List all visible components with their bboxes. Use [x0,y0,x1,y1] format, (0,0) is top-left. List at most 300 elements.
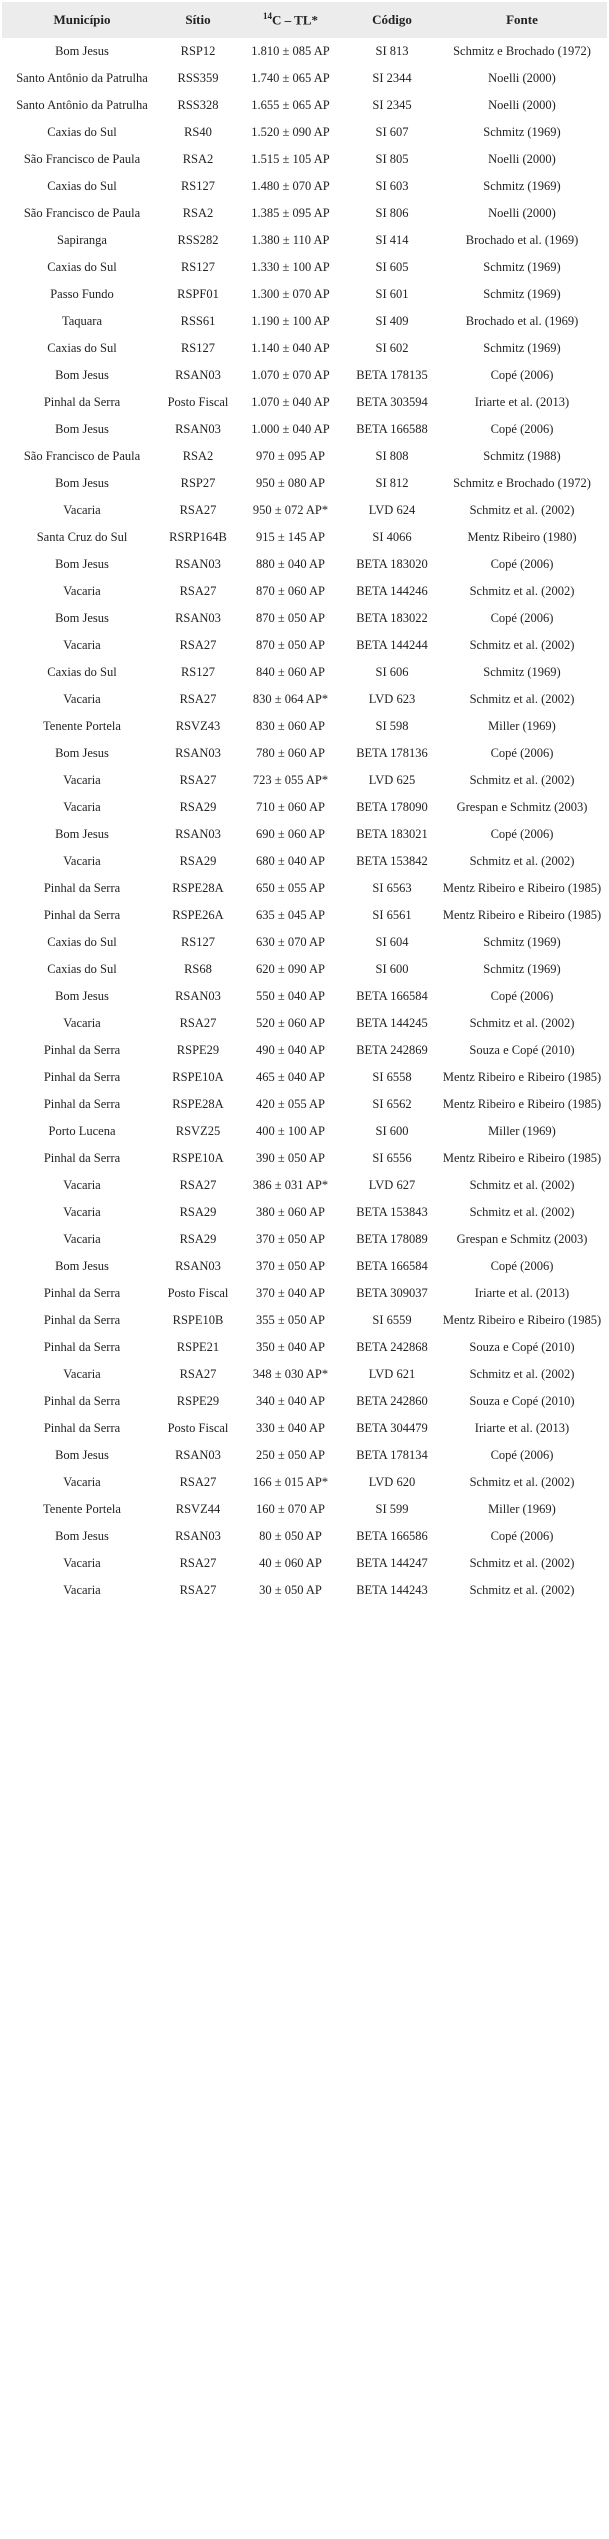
cell-codigo: SI 600 [375,962,409,976]
table-row [2,1253,607,1280]
cell-fonte: Schmitz et al. (2002) [469,1016,575,1030]
cell-datacao: 1.000 ± 040 AP [251,422,330,436]
table-row [2,1361,607,1388]
cell-datacao: 40 ± 060 AP [259,1556,322,1570]
table-row [2,794,607,821]
table-row [2,200,607,227]
cell-codigo: BETA 166588 [356,422,428,436]
cell-fonte: Schmitz et al. (2002) [469,1556,575,1570]
table-row [2,254,607,281]
table-row [2,524,607,551]
cell-sitio: RSS328 [177,98,219,112]
cell-sitio: RSRP164B [169,530,227,544]
cell-sitio: RSPE28A [172,1097,224,1111]
cell-municipio: Pinhal da Serra [43,1097,121,1111]
cell-municipio: Vacaria [63,1232,101,1246]
table-row [2,443,607,470]
cell-sitio: RSA27 [179,1016,217,1030]
table-row [2,578,607,605]
cell-sitio: RSAN03 [175,611,221,625]
cell-datacao: 390 ± 050 AP [255,1151,326,1165]
table-row [2,740,607,767]
cell-sitio: RSAN03 [175,1529,221,1543]
table-header [2,2,607,38]
cell-sitio: RS127 [180,179,216,193]
cell-datacao: 166 ± 015 AP* [252,1475,329,1489]
table-row [2,1010,607,1037]
cell-codigo: SI 6558 [372,1070,412,1084]
table-row [2,119,607,146]
cell-sitio: RSVZ44 [175,1502,221,1516]
cell-datacao: 386 ± 031 AP* [252,1178,329,1192]
cell-municipio: Caxias do Sul [47,962,117,976]
cell-datacao: 1.810 ± 085 AP [251,44,330,58]
table-row [2,1388,607,1415]
cell-municipio: Tenente Portela [43,1502,121,1516]
cell-codigo: SI 606 [375,665,409,679]
cell-fonte: Schmitz e Brochado (1972) [453,476,591,490]
cell-datacao: 420 ± 055 AP [255,1097,326,1111]
cell-fonte: Schmitz et al. (2002) [469,1583,575,1597]
table-row [2,713,607,740]
cell-sitio: RSA27 [179,1556,217,1570]
cell-sitio: RSP27 [180,476,216,490]
cell-datacao: 465 ± 040 AP [255,1070,326,1084]
cell-fonte: Grespan e Schmitz (2003) [456,1232,588,1246]
cell-sitio: RSAN03 [175,827,221,841]
cell-fonte: Souza e Copé (2010) [469,1340,575,1354]
cell-codigo: SI 6559 [372,1313,412,1327]
cell-datacao: 950 ± 080 AP [255,476,326,490]
cell-datacao: 780 ± 060 AP [255,746,326,760]
cell-sitio: RS40 [184,125,212,139]
cell-datacao: 1.655 ± 065 AP [251,98,330,112]
table-row [2,983,607,1010]
cell-datacao: 1.740 ± 065 AP [251,71,330,85]
cell-datacao: 1.515 ± 105 AP [251,152,330,166]
table-row [2,1415,607,1442]
cell-datacao: 710 ± 060 AP [255,800,326,814]
cell-sitio: RSA27 [179,773,217,787]
table-row [2,1523,607,1550]
cell-municipio: Vacaria [63,1205,101,1219]
cell-fonte: Iriarte et al. (2013) [474,1421,570,1435]
cell-fonte: Schmitz et al. (2002) [469,1205,575,1219]
cell-datacao: 1.300 ± 070 AP [251,287,330,301]
cell-municipio: Porto Lucena [48,1124,116,1138]
cell-municipio: Pinhal da Serra [43,908,121,922]
cell-sitio: RS127 [180,341,216,355]
cell-codigo: SI 607 [375,125,409,139]
table-row [2,1307,607,1334]
cell-sitio: RSPE10B [172,1313,224,1327]
cell-municipio: Caxias do Sul [47,125,117,139]
cell-sitio: RSA27 [179,584,217,598]
cell-datacao: 970 ± 095 AP [255,449,326,463]
cell-codigo: SI 600 [375,1124,409,1138]
cell-datacao: 1.330 ± 100 AP [251,260,330,274]
cell-municipio: Vacaria [63,1556,101,1570]
cell-sitio: RSPF01 [177,287,219,301]
cell-sitio: RSA27 [179,638,217,652]
cell-codigo: SI 6563 [372,881,412,895]
table-row [2,389,607,416]
cell-codigo: SI 601 [375,287,409,301]
cell-datacao: 80 ± 050 AP [259,1529,322,1543]
cell-datacao: 1.520 ± 090 AP [251,125,330,139]
cell-fonte: Mentz Ribeiro e Ribeiro (1985) [442,1097,602,1111]
cell-sitio: RSPE10A [172,1151,224,1165]
cell-fonte: Schmitz (1969) [483,260,561,274]
cell-sitio: RSAN03 [175,989,221,1003]
cell-municipio: Bom Jesus [55,44,109,58]
table-row [2,956,607,983]
table-row [2,497,607,524]
cell-municipio: Vacaria [63,1178,101,1192]
cell-sitio: RSPE10A [172,1070,224,1084]
cell-codigo: BETA 144246 [356,584,428,598]
cell-datacao: 620 ± 090 AP [255,962,326,976]
table-row [2,470,607,497]
cell-municipio: Sapiranga [57,233,107,247]
cell-municipio: Vacaria [63,854,101,868]
cell-datacao: 370 ± 050 AP [255,1232,326,1246]
table-row [2,1037,607,1064]
cell-sitio: RSA2 [182,206,214,220]
cell-codigo: SI 604 [375,935,409,949]
cell-municipio: Caxias do Sul [47,665,117,679]
cell-sitio: RSVZ25 [175,1124,221,1138]
cell-sitio: RSA2 [182,449,214,463]
table-row [2,1199,607,1226]
table-row [2,65,607,92]
table-container [2,0,607,1604]
cell-datacao: 870 ± 050 AP [255,638,326,652]
cell-fonte: Schmitz et al. (2002) [469,773,575,787]
cell-fonte: Schmitz (1969) [483,179,561,193]
cell-sitio: RSAN03 [175,746,221,760]
cell-municipio: Bom Jesus [55,557,109,571]
cell-codigo: BETA 153842 [356,854,428,868]
table-row [2,281,607,308]
header-datacao [234,2,347,38]
cell-sitio: RSA27 [179,1583,217,1597]
cell-codigo: LVD 624 [368,503,416,517]
cell-codigo: BETA 166584 [356,1259,428,1273]
cell-datacao: 1.480 ± 070 AP [251,179,330,193]
cell-municipio: Santo Antônio da Patrulha [16,71,148,85]
cell-municipio: Caxias do Sul [47,260,117,274]
cell-datacao: 650 ± 055 AP [255,881,326,895]
cell-fonte: Schmitz et al. (2002) [469,854,575,868]
cell-municipio: Tenente Portela [43,719,121,733]
cell-municipio: Vacaria [63,638,101,652]
table-row [2,1334,607,1361]
cell-municipio: Pinhal da Serra [43,1070,121,1084]
cell-municipio: Vacaria [63,1475,101,1489]
cell-municipio: Bom Jesus [55,611,109,625]
cell-fonte: Schmitz et al. (2002) [469,503,575,517]
cell-municipio: Bom Jesus [55,368,109,382]
table-row [2,1118,607,1145]
cell-municipio: Vacaria [63,1583,101,1597]
cell-codigo: BETA 153843 [356,1205,428,1219]
cell-sitio: RSA27 [179,1475,217,1489]
cell-sitio: RS127 [180,260,216,274]
table-row [2,227,607,254]
cell-fonte: Brochado et al. (1969) [465,314,579,328]
table-row [2,38,607,65]
table-row [2,1064,607,1091]
cell-codigo: SI 602 [375,341,409,355]
table-row [2,767,607,794]
cell-sitio: RSAN03 [175,1448,221,1462]
cell-fonte: Schmitz et al. (2002) [469,638,575,652]
cell-codigo: LVD 620 [368,1475,416,1489]
cell-codigo: BETA 183022 [356,611,428,625]
table-row [2,308,607,335]
table-row [2,848,607,875]
cell-sitio: RSA27 [179,503,217,517]
table-row [2,551,607,578]
cell-datacao: 350 ± 040 AP [255,1340,326,1354]
cell-sitio: RSA29 [179,854,217,868]
cell-fonte: Mentz Ribeiro e Ribeiro (1985) [442,1070,602,1084]
cell-municipio: Pinhal da Serra [43,1421,121,1435]
cell-codigo: BETA 242860 [356,1394,428,1408]
cell-datacao: 370 ± 040 AP [255,1286,326,1300]
cell-fonte: Copé (2006) [490,1529,554,1543]
cell-datacao: 880 ± 040 AP [255,557,326,571]
cell-municipio: Pinhal da Serra [43,1151,121,1165]
table-row [2,632,607,659]
cell-fonte: Schmitz (1969) [483,935,561,949]
table-row [2,605,607,632]
cell-sitio: RSA29 [179,800,217,814]
table-row [2,1280,607,1307]
cell-municipio: Vacaria [63,1016,101,1030]
cell-fonte: Schmitz et al. (2002) [469,1367,575,1381]
cell-municipio: Bom Jesus [55,422,109,436]
cell-codigo: SI 6562 [372,1097,412,1111]
cell-sitio: RSPE26A [172,908,224,922]
cell-fonte: Mentz Ribeiro e Ribeiro (1985) [442,881,602,895]
table-row [2,1469,607,1496]
cell-sitio: Posto Fiscal [167,1421,229,1435]
cell-sitio: RSA29 [179,1205,217,1219]
cell-sitio: RSAN03 [175,368,221,382]
cell-codigo: SI 605 [375,260,409,274]
cell-datacao: 950 ± 072 AP* [252,503,329,517]
cell-sitio: RSS359 [177,71,219,85]
cell-codigo: SI 813 [375,44,409,58]
header-datacao-label: C – TL* [272,12,318,28]
cell-codigo: BETA 166586 [356,1529,428,1543]
cell-codigo: BETA 144243 [356,1583,428,1597]
cell-municipio: São Francisco de Paula [23,152,141,166]
cell-fonte: Copé (2006) [490,827,554,841]
cell-municipio: São Francisco de Paula [23,449,141,463]
cell-codigo: BETA 144244 [356,638,428,652]
cell-sitio: RSAN03 [175,557,221,571]
cell-sitio: RS127 [180,935,216,949]
cell-sitio: Posto Fiscal [167,1286,229,1300]
cell-sitio: RSS282 [177,233,219,247]
cell-sitio: RSAN03 [175,422,221,436]
cell-fonte: Iriarte et al. (2013) [474,1286,570,1300]
table-row [2,416,607,443]
table-row [2,1577,607,1604]
cell-fonte: Copé (2006) [490,989,554,1003]
cell-municipio: Vacaria [63,692,101,706]
cell-municipio: Vacaria [63,773,101,787]
cell-sitio: RSP12 [180,44,216,58]
cell-codigo: SI 603 [375,179,409,193]
cell-municipio: Bom Jesus [55,476,109,490]
cell-municipio: Bom Jesus [55,746,109,760]
cell-municipio: Santo Antônio da Patrulha [16,98,148,112]
cell-fonte: Schmitz e Brochado (1972) [453,44,591,58]
cell-municipio: Bom Jesus [55,1529,109,1543]
cell-sitio: RSAN03 [175,1259,221,1273]
cell-datacao: 690 ± 060 AP [255,827,326,841]
cell-municipio: Taquara [61,314,103,328]
cell-fonte: Souza e Copé (2010) [469,1394,575,1408]
cell-sitio: RSA27 [179,1367,217,1381]
cell-sitio: RSPE29 [176,1043,220,1057]
cell-fonte: Schmitz (1969) [483,962,561,976]
cell-codigo: BETA 183021 [356,827,428,841]
table-row [2,929,607,956]
cell-municipio: Pinhal da Serra [43,1313,121,1327]
cell-codigo: LVD 625 [368,773,416,787]
cell-fonte: Mentz Ribeiro e Ribeiro (1985) [442,1313,602,1327]
cell-fonte: Noelli (2000) [488,98,556,112]
cell-codigo: SI 2344 [372,71,412,85]
table-row [2,92,607,119]
table-row [2,1442,607,1469]
table-row [2,1145,607,1172]
cell-municipio: Caxias do Sul [47,179,117,193]
cell-fonte: Schmitz et al. (2002) [469,584,575,598]
cell-datacao: 870 ± 060 AP [255,584,326,598]
cell-codigo: BETA 304479 [356,1421,428,1435]
cell-fonte: Schmitz (1969) [483,287,561,301]
cell-datacao: 840 ± 060 AP [255,665,326,679]
cell-sitio: RSA27 [179,692,217,706]
table-row [2,902,607,929]
cell-fonte: Brochado et al. (1969) [465,233,579,247]
cell-datacao: 830 ± 064 AP* [252,692,329,706]
cell-datacao: 355 ± 050 AP [255,1313,326,1327]
cell-codigo: BETA 166584 [356,989,428,1003]
cell-codigo: SI 4066 [372,530,412,544]
header-codigo: Código [372,12,412,27]
cell-fonte: Copé (2006) [490,1259,554,1273]
table-row [2,686,607,713]
cell-fonte: Souza e Copé (2010) [469,1043,575,1057]
table-body [2,38,607,1604]
cell-datacao: 680 ± 040 AP [255,854,326,868]
cell-codigo: SI 812 [375,476,409,490]
cell-datacao: 340 ± 040 AP [255,1394,326,1408]
cell-fonte: Noelli (2000) [488,152,556,166]
cell-municipio: Bom Jesus [55,827,109,841]
table-row [2,362,607,389]
table-row [2,1172,607,1199]
header-sitio: Sítio [185,12,211,27]
cell-codigo: BETA 178135 [356,368,428,382]
cell-fonte: Noelli (2000) [488,71,556,85]
cell-sitio: RSA27 [179,1178,217,1192]
cell-fonte: Schmitz (1969) [483,125,561,139]
cell-municipio: Pinhal da Serra [43,881,121,895]
cell-datacao: 520 ± 060 AP [255,1016,326,1030]
cell-fonte: Mentz Ribeiro (1980) [467,530,577,544]
cell-sitio: RS68 [184,962,212,976]
header-row [2,2,607,38]
table-row [2,875,607,902]
cell-datacao: 1.190 ± 100 AP [251,314,330,328]
cell-sitio: RSPE29 [176,1394,220,1408]
table-row [2,146,607,173]
cell-datacao: 870 ± 050 AP [255,611,326,625]
table-row [2,1091,607,1118]
table-row [2,1226,607,1253]
table-row [2,1496,607,1523]
cell-datacao: 1.140 ± 040 AP [251,341,330,355]
cell-datacao: 330 ± 040 AP [255,1421,326,1435]
cell-municipio: Pinhal da Serra [43,1394,121,1408]
cell-datacao: 348 ± 030 AP* [252,1367,329,1381]
cell-codigo: BETA 178134 [356,1448,428,1462]
cell-datacao: 550 ± 040 AP [255,989,326,1003]
cell-fonte: Miller (1969) [488,1502,556,1516]
cell-datacao: 1.070 ± 070 AP [251,368,330,382]
cell-fonte: Copé (2006) [490,1448,554,1462]
cell-codigo: BETA 178089 [356,1232,428,1246]
cell-municipio: São Francisco de Paula [23,206,141,220]
cell-fonte: Copé (2006) [490,611,554,625]
cell-municipio: Passo Fundo [50,287,114,301]
cell-datacao: 1.070 ± 040 AP [251,395,330,409]
cell-codigo: BETA 178136 [356,746,428,760]
cell-fonte: Schmitz (1969) [483,665,561,679]
cell-sitio: RSS61 [180,314,216,328]
cell-codigo: SI 414 [375,233,409,247]
cell-codigo: SI 808 [375,449,409,463]
cell-fonte: Copé (2006) [490,746,554,760]
cell-fonte: Schmitz et al. (2002) [469,692,575,706]
cell-fonte: Schmitz et al. (2002) [469,1475,575,1489]
cell-codigo: LVD 621 [368,1367,416,1381]
header-municipio: Município [53,12,111,27]
cell-municipio: Vacaria [63,1367,101,1381]
cell-datacao: 630 ± 070 AP [255,935,326,949]
cell-municipio: Pinhal da Serra [43,1286,121,1300]
table-row [2,173,607,200]
cell-codigo: SI 598 [375,719,409,733]
cell-datacao: 400 ± 100 AP [255,1124,326,1138]
cell-municipio: Vacaria [63,503,101,517]
header-fonte: Fonte [506,12,538,27]
cell-fonte: Schmitz (1988) [483,449,561,463]
cell-fonte: Copé (2006) [490,557,554,571]
cell-codigo: SI 806 [375,206,409,220]
cell-municipio: Bom Jesus [55,1448,109,1462]
header-datacao-isotope: 14 [263,11,272,22]
cell-municipio: Bom Jesus [55,1259,109,1273]
